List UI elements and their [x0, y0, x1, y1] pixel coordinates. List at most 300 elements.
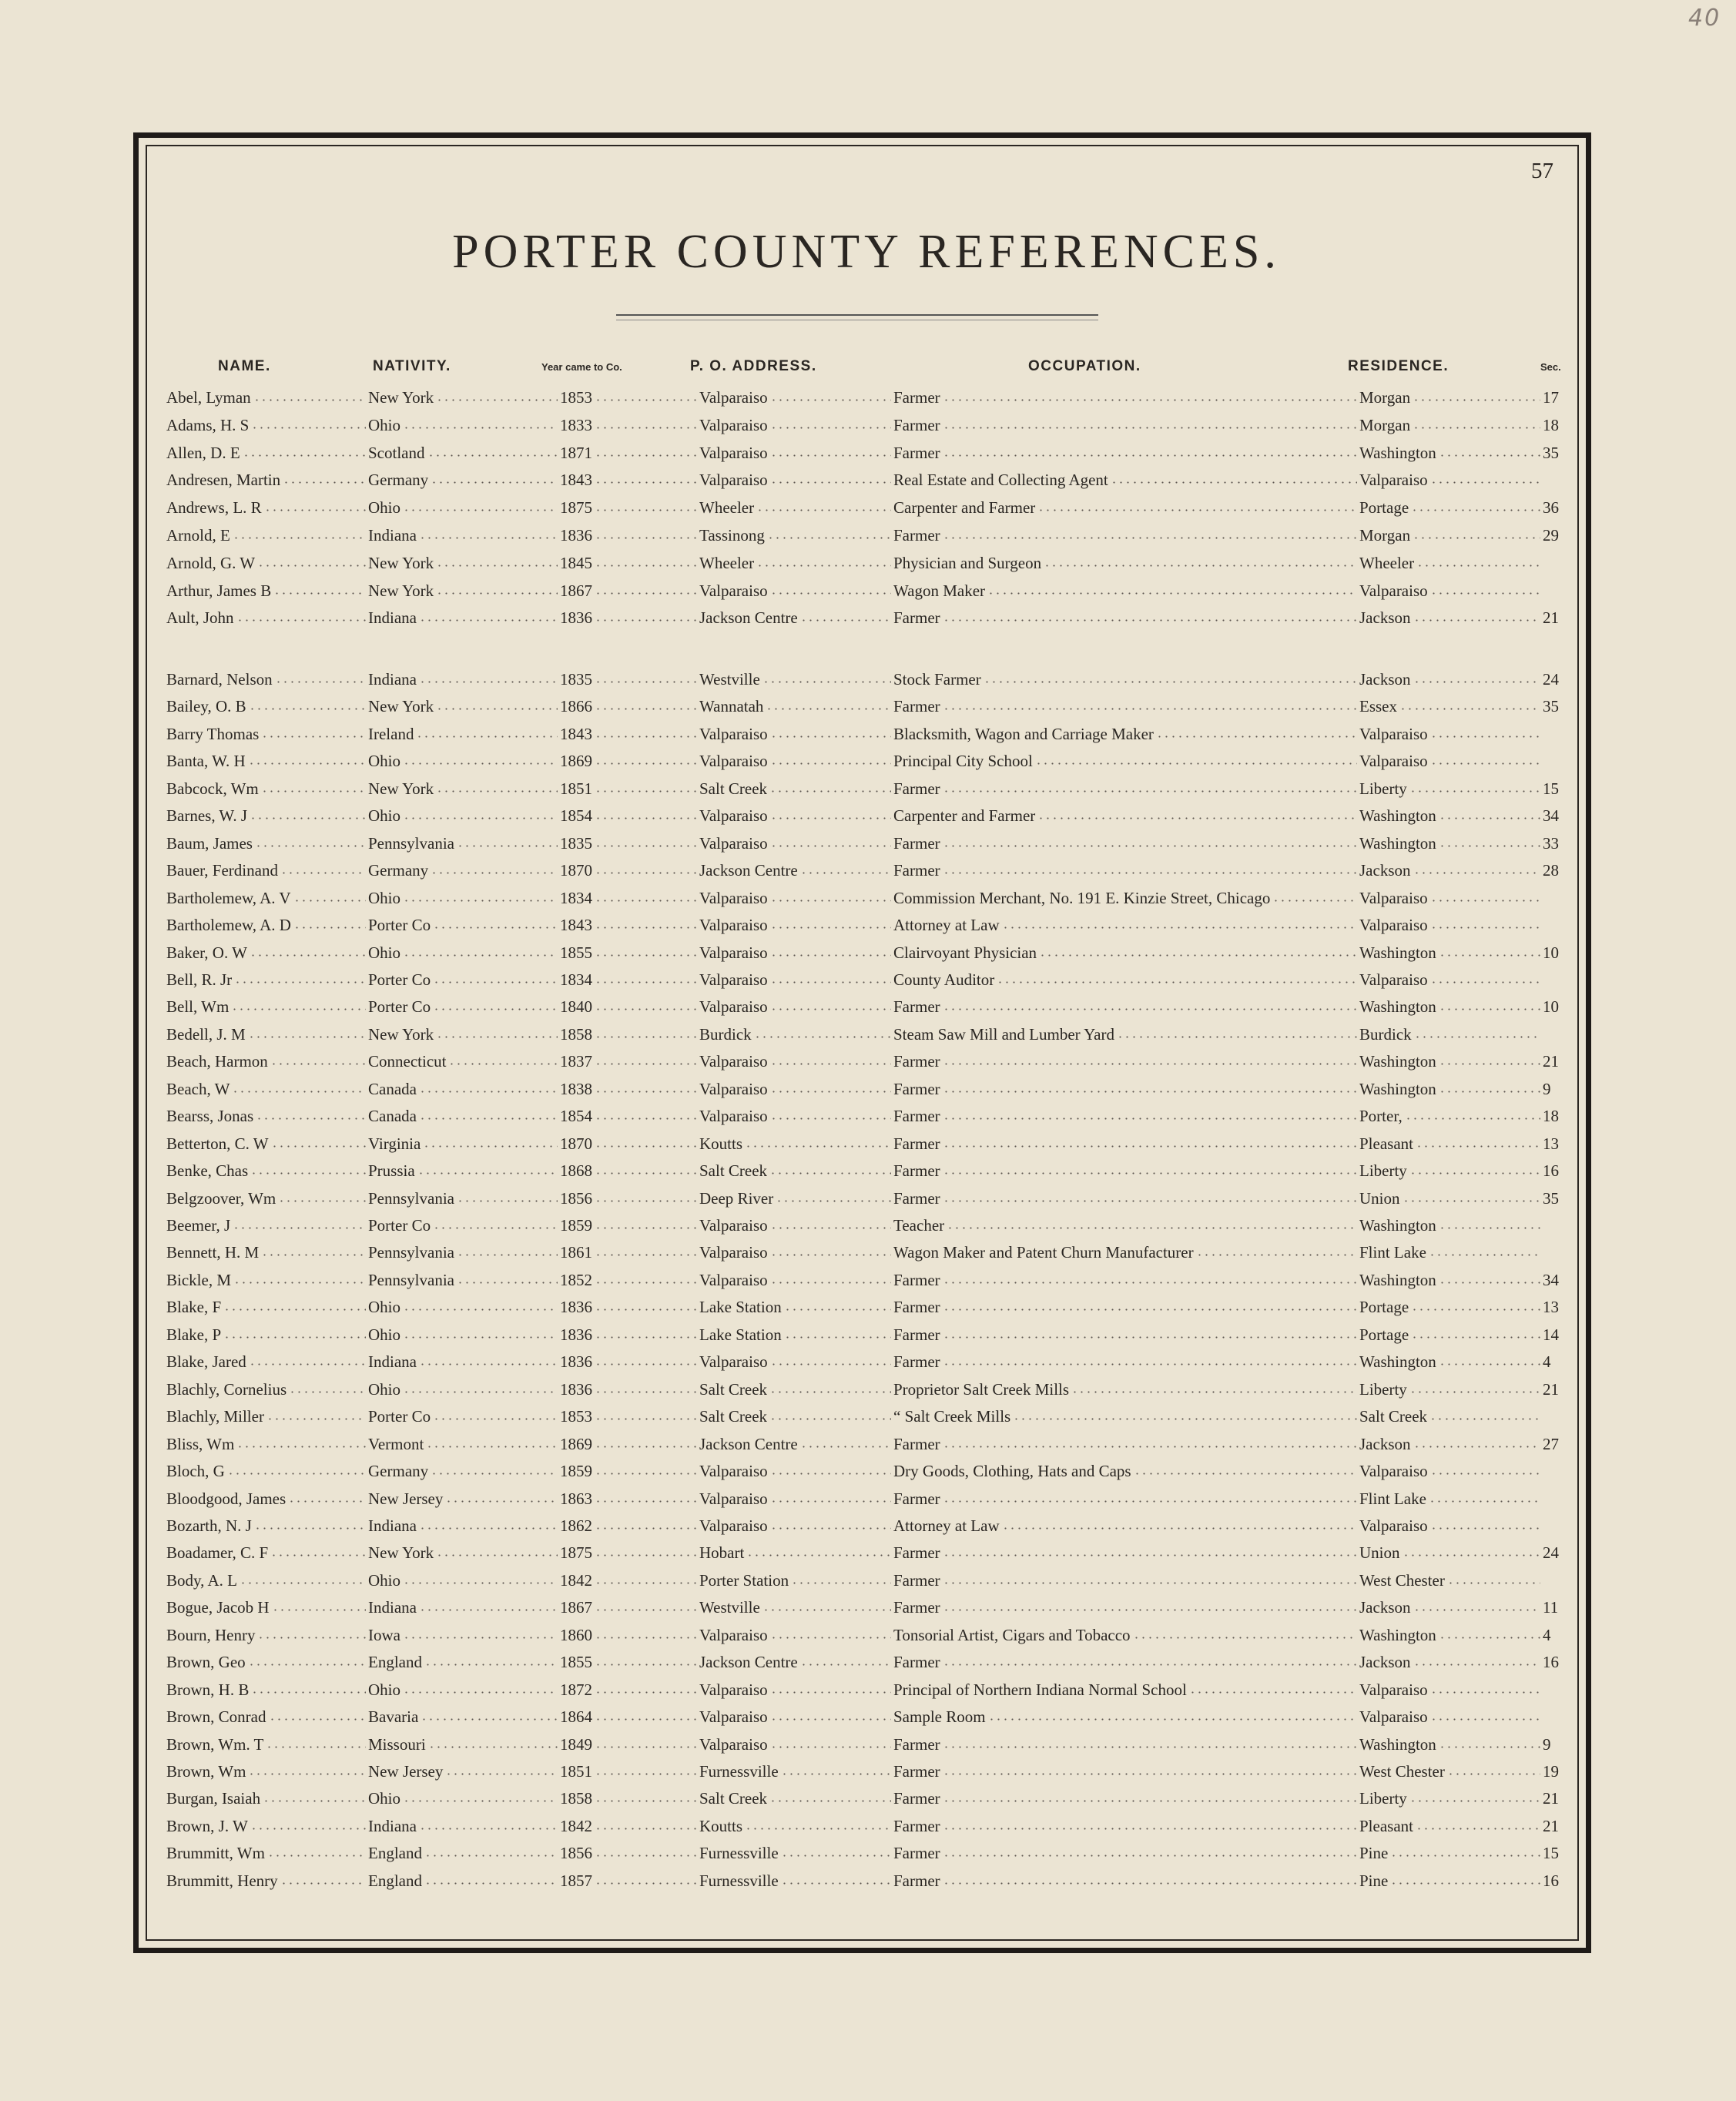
leader-dots: [770, 1063, 891, 1065]
year-cell: 1860: [560, 1625, 592, 1644]
year-cell: 1868: [560, 1161, 592, 1181]
po-address-cell: Salt Creek: [699, 1379, 768, 1399]
header-po-address: P. O. ADDRESS.: [690, 358, 817, 374]
occupation-cell: Farmer: [893, 1325, 940, 1344]
occupation-cell: Farmer: [893, 388, 940, 407]
leader-dots: [595, 1773, 697, 1775]
leader-dots: [457, 1254, 558, 1256]
leader-dots: [240, 1582, 366, 1584]
sec-cell: 10: [1543, 997, 1559, 1017]
ledger-row: [0, 1598, 1736, 1623]
leader-dots: [943, 1282, 1357, 1284]
leader-dots: [595, 1718, 697, 1721]
nativity-cell: New York: [368, 553, 434, 572]
leader-dots: [419, 1828, 558, 1830]
nativity-cell: Pennsylvania: [368, 1188, 454, 1208]
residence-cell: Morgan: [1359, 388, 1411, 407]
po-address-cell: Valparaiso: [699, 1243, 768, 1262]
occupation-cell: Clairvoyant Physician: [893, 943, 1037, 962]
po-address-cell: Wannatah: [699, 697, 764, 716]
name-cell: Banta, W. H: [166, 752, 246, 771]
po-address-cell: Valparaiso: [699, 1680, 768, 1699]
leader-dots: [770, 592, 891, 595]
leader-dots: [433, 927, 558, 929]
header-name: NAME.: [218, 358, 271, 374]
occupation-cell: Carpenter and Farmer: [893, 806, 1036, 826]
leader-dots: [416, 736, 558, 738]
po-address-cell: Valparaiso: [699, 415, 768, 434]
leader-dots: [943, 619, 1357, 622]
leader-dots: [280, 1882, 366, 1885]
leader-dots: [595, 1118, 697, 1120]
leader-dots: [595, 681, 697, 683]
year-cell: 1836: [560, 1325, 592, 1344]
leader-dots: [943, 537, 1357, 539]
name-cell: Boadamer, C. F: [166, 1543, 269, 1563]
leader-dots: [984, 681, 1357, 683]
name-cell: Body, A. L: [166, 1570, 237, 1590]
ledger-row: [0, 670, 1736, 695]
sec-cell: 35: [1543, 1188, 1559, 1208]
sec-cell: 11: [1543, 1598, 1559, 1617]
ledger-row: [0, 752, 1736, 776]
ledger-row: [0, 1489, 1736, 1514]
leader-dots: [770, 454, 891, 457]
leader-dots: [762, 681, 891, 683]
leader-dots: [236, 1446, 366, 1448]
leader-dots: [770, 1282, 891, 1284]
leader-dots: [800, 1446, 891, 1448]
residence-cell: Flint Lake: [1359, 1243, 1426, 1262]
residence-cell: Pleasant: [1359, 1816, 1413, 1835]
ledger-row: [0, 1134, 1736, 1159]
leader-dots: [770, 1254, 891, 1256]
leader-dots: [943, 1554, 1357, 1556]
year-cell: 1836: [560, 1379, 592, 1399]
nativity-cell: Ohio: [368, 1325, 400, 1344]
leader-dots: [1429, 1500, 1540, 1503]
year-cell: 1863: [560, 1489, 592, 1508]
nativity-cell: New York: [368, 1543, 434, 1563]
leader-dots: [770, 1746, 891, 1748]
occupation-cell: Blacksmith, Wagon and Carriage Maker: [893, 724, 1154, 743]
ledger-row: [0, 581, 1736, 606]
leader-dots: [1447, 1773, 1540, 1775]
leader-dots: [293, 927, 366, 929]
year-cell: 1842: [560, 1570, 592, 1590]
leader-dots: [943, 1609, 1357, 1611]
nativity-cell: Porter Co: [368, 916, 431, 935]
leader-dots: [403, 509, 558, 511]
occupation-cell: Farmer: [893, 1052, 940, 1071]
leader-dots: [1013, 1418, 1357, 1420]
leader-dots: [1439, 817, 1540, 819]
sec-cell: 21: [1543, 1816, 1559, 1835]
occupation-cell: Farmer: [893, 1762, 940, 1781]
leader-dots: [1411, 1336, 1540, 1339]
leader-dots: [1439, 454, 1540, 457]
leader-dots: [595, 1200, 697, 1202]
nativity-cell: New York: [368, 697, 434, 716]
ledger-row: [0, 861, 1736, 886]
leader-dots: [436, 565, 558, 567]
leader-dots: [436, 592, 558, 595]
leader-dots: [745, 1145, 891, 1148]
leader-dots: [595, 1418, 697, 1420]
po-address-cell: Porter Station: [699, 1570, 789, 1590]
leader-dots: [266, 1418, 366, 1420]
leader-dots: [770, 736, 891, 738]
ledger-row: [0, 1298, 1736, 1322]
residence-cell: Jackson: [1359, 861, 1411, 880]
leader-dots: [1447, 1582, 1540, 1584]
sec-cell: 34: [1543, 1270, 1559, 1289]
name-cell: Beemer, J: [166, 1216, 231, 1235]
leader-dots: [419, 619, 558, 622]
year-cell: 1842: [560, 1816, 592, 1835]
leader-dots: [232, 1091, 366, 1093]
residence-cell: Morgan: [1359, 526, 1411, 545]
occupation-cell: Farmer: [893, 1489, 940, 1508]
ledger-row: [0, 1161, 1736, 1186]
leader-dots: [756, 565, 891, 567]
leader-dots: [236, 619, 366, 622]
leader-dots: [595, 1282, 697, 1284]
ledger-row: [0, 834, 1736, 859]
leader-dots: [770, 845, 891, 847]
leader-dots: [419, 681, 558, 683]
occupation-cell: Farmer: [893, 415, 940, 434]
ledger-row: [0, 554, 1736, 578]
po-address-cell: Valparaiso: [699, 1352, 768, 1372]
name-cell: Bliss, Wm: [166, 1434, 235, 1453]
leader-dots: [770, 1091, 891, 1093]
leader-dots: [1413, 537, 1540, 539]
occupation-cell: Proprietor Salt Creek Mills: [893, 1379, 1070, 1399]
year-cell: 1837: [560, 1052, 592, 1071]
year-cell: 1875: [560, 1543, 592, 1563]
leader-dots: [419, 1363, 558, 1365]
residence-cell: Jackson: [1359, 608, 1411, 628]
year-cell: 1858: [560, 1789, 592, 1808]
leader-dots: [595, 1554, 697, 1556]
leader-dots: [1189, 1691, 1357, 1694]
header-sec: Sec.: [1540, 361, 1561, 373]
leader-dots: [800, 872, 891, 874]
leader-dots: [250, 1172, 366, 1174]
nativity-cell: Indiana: [368, 1598, 417, 1617]
leader-dots: [234, 981, 366, 983]
name-cell: Brummitt, Henry: [166, 1871, 278, 1890]
leader-dots: [595, 1363, 697, 1365]
leader-dots: [266, 1746, 366, 1748]
leader-dots: [403, 900, 558, 902]
residence-cell: Burdick: [1359, 1024, 1412, 1044]
nativity-cell: England: [368, 1653, 422, 1672]
name-cell: Bedell, J. M: [166, 1024, 246, 1044]
occupation-cell: Sample Room: [893, 1707, 986, 1727]
residence-cell: Flint Lake: [1359, 1489, 1426, 1508]
year-cell: 1857: [560, 1871, 592, 1890]
ledger-row: [0, 1844, 1736, 1868]
residence-cell: Washington: [1359, 806, 1436, 826]
leader-dots: [445, 1500, 558, 1503]
name-cell: Bloodgood, James: [166, 1489, 287, 1508]
leader-dots: [256, 1118, 366, 1120]
leader-dots: [769, 1418, 891, 1420]
residence-cell: Jackson: [1359, 1653, 1411, 1672]
leader-dots: [595, 1527, 697, 1530]
occupation-cell: Physician and Surgeon: [893, 553, 1042, 572]
title-rule: [616, 314, 1098, 320]
leader-dots: [595, 1582, 697, 1584]
leader-dots: [1429, 1254, 1540, 1256]
leader-dots: [769, 790, 891, 792]
ledger-row: [0, 997, 1736, 1022]
po-address-cell: Wheeler: [699, 498, 755, 518]
ledger-row: [0, 1407, 1736, 1432]
occupation-cell: Farmer: [893, 1107, 940, 1126]
sec-cell: 4: [1543, 1625, 1551, 1644]
occupation-cell: Real Estate and Collecting Agent: [893, 471, 1108, 490]
leader-dots: [1439, 845, 1540, 847]
po-address-cell: Deep River: [699, 1188, 774, 1208]
sec-cell: 13: [1543, 1134, 1559, 1153]
leader-dots: [250, 954, 366, 957]
leader-dots: [770, 1363, 891, 1365]
leader-dots: [595, 1500, 697, 1503]
leader-dots: [595, 1609, 697, 1611]
year-cell: 1840: [560, 997, 592, 1017]
residence-cell: Pine: [1359, 1871, 1389, 1890]
nativity-cell: Ohio: [368, 1789, 400, 1808]
page-number: 57: [1531, 159, 1553, 183]
name-cell: Abel, Lyman: [166, 388, 251, 407]
occupation-cell: Farmer: [893, 997, 940, 1017]
po-address-cell: Tassinong: [699, 526, 765, 545]
ledger-row: [0, 1352, 1736, 1377]
leader-dots: [233, 1282, 366, 1284]
year-cell: 1855: [560, 1653, 592, 1672]
occupation-cell: Farmer: [893, 1653, 940, 1672]
name-cell: Andrews, L. R: [166, 498, 262, 518]
leader-dots: [1416, 1828, 1540, 1830]
ledger-row: [0, 806, 1736, 831]
nativity-cell: Porter Co: [368, 1216, 431, 1235]
year-cell: 1855: [560, 943, 592, 962]
po-address-cell: Valparaiso: [699, 724, 768, 743]
sec-cell: 18: [1543, 415, 1559, 434]
leader-dots: [943, 454, 1357, 457]
po-address-cell: Wheeler: [699, 553, 755, 572]
sec-cell: 34: [1543, 806, 1559, 826]
sec-cell: 24: [1543, 1543, 1559, 1563]
ledger-row: [0, 725, 1736, 749]
leader-dots: [403, 1637, 558, 1639]
leader-dots: [1429, 1418, 1540, 1420]
residence-cell: Valparaiso: [1359, 1516, 1428, 1535]
po-address-cell: Valparaiso: [699, 970, 768, 989]
occupation-cell: Farmer: [893, 1434, 940, 1453]
leader-dots: [595, 1882, 697, 1885]
year-cell: 1836: [560, 1352, 592, 1372]
nativity-cell: Porter Co: [368, 1407, 431, 1426]
name-cell: Beach, W: [166, 1079, 230, 1098]
leader-dots: [1411, 509, 1540, 511]
name-cell: Ault, John: [166, 608, 234, 628]
residence-cell: Washington: [1359, 1079, 1436, 1098]
occupation-cell: Farmer: [893, 1598, 940, 1617]
name-cell: Brown, Wm. T: [166, 1734, 264, 1754]
nativity-cell: Indiana: [368, 1352, 417, 1372]
leader-dots: [1439, 1063, 1540, 1065]
sec-cell: 15: [1543, 779, 1559, 798]
occupation-cell: Farmer: [893, 1079, 940, 1098]
name-cell: Brummitt, Wm: [166, 1844, 265, 1863]
name-cell: Arnold, G. W: [166, 553, 256, 572]
leader-dots: [770, 1473, 891, 1475]
po-address-cell: Valparaiso: [699, 1516, 768, 1535]
ledger-row: [0, 1653, 1736, 1677]
name-cell: Bogue, Jacob H: [166, 1598, 270, 1617]
ledger-row: [0, 1189, 1736, 1214]
leader-dots: [257, 565, 366, 567]
nativity-cell: Ohio: [368, 1680, 400, 1699]
occupation-cell: Tonsorial Artist, Cigars and Tobacco: [893, 1625, 1131, 1644]
leader-dots: [248, 762, 366, 765]
po-address-cell: Salt Creek: [699, 1407, 768, 1426]
nativity-cell: Indiana: [368, 526, 417, 545]
nativity-cell: New Jersey: [368, 1489, 444, 1508]
nativity-cell: Pennsylvania: [368, 1270, 454, 1289]
leader-dots: [943, 1336, 1357, 1339]
leader-dots: [270, 1554, 366, 1556]
occupation-cell: Farmer: [893, 1570, 940, 1590]
leader-dots: [1439, 1282, 1540, 1284]
leader-dots: [1413, 427, 1540, 429]
leader-dots: [1413, 872, 1540, 874]
leader-dots: [419, 1091, 558, 1093]
leader-dots: [250, 817, 366, 819]
leader-dots: [457, 845, 558, 847]
nativity-cell: Indiana: [368, 608, 417, 628]
nativity-cell: Germany: [368, 861, 429, 880]
leader-dots: [403, 1336, 558, 1339]
leader-dots: [1430, 1718, 1540, 1721]
leader-dots: [595, 1828, 697, 1830]
nativity-cell: Vermont: [368, 1434, 424, 1453]
leader-dots: [403, 427, 558, 429]
leader-dots: [947, 1227, 1357, 1229]
leader-dots: [423, 1145, 558, 1148]
year-cell: 1862: [560, 1516, 592, 1535]
leader-dots: [1430, 900, 1540, 902]
name-cell: Brown, H. B: [166, 1680, 250, 1699]
leader-dots: [997, 981, 1357, 983]
leader-dots: [595, 1309, 697, 1311]
residence-cell: Union: [1359, 1188, 1400, 1208]
nativity-cell: Indiana: [368, 1516, 417, 1535]
name-cell: Barnes, W. J: [166, 806, 247, 826]
po-address-cell: Furnessville: [699, 1844, 779, 1863]
residence-cell: Portage: [1359, 498, 1409, 518]
occupation-cell: Principal City School: [893, 752, 1033, 771]
leader-dots: [770, 1500, 891, 1503]
leader-dots: [249, 708, 366, 710]
occupation-cell: Farmer: [893, 833, 940, 853]
nativity-cell: Ohio: [368, 415, 400, 434]
sec-cell: 27: [1543, 1434, 1559, 1453]
residence-cell: Union: [1359, 1543, 1400, 1563]
leader-dots: [770, 817, 891, 819]
sec-cell: 10: [1543, 943, 1559, 962]
residence-cell: Portage: [1359, 1298, 1409, 1317]
sec-cell: 35: [1543, 443, 1559, 462]
sec-cell: 35: [1543, 697, 1559, 716]
year-cell: 1871: [560, 443, 592, 462]
nativity-cell: New York: [368, 388, 434, 407]
leader-dots: [943, 790, 1357, 792]
leader-dots: [403, 1391, 558, 1393]
name-cell: Blachly, Cornelius: [166, 1379, 287, 1399]
residence-cell: Washington: [1359, 833, 1436, 853]
leader-dots: [943, 1309, 1357, 1311]
ledger-row: [0, 1243, 1736, 1268]
po-address-cell: Valparaiso: [699, 1052, 768, 1071]
residence-cell: Morgan: [1359, 415, 1411, 434]
residence-cell: Jackson: [1359, 670, 1411, 689]
year-cell: 1851: [560, 779, 592, 798]
year-cell: 1843: [560, 471, 592, 490]
leader-dots: [1413, 399, 1540, 401]
leader-dots: [1439, 1746, 1540, 1748]
ledger-row: [0, 444, 1736, 468]
leader-dots: [436, 1036, 558, 1038]
leader-dots: [433, 1227, 558, 1229]
residence-cell: Washington: [1359, 1625, 1436, 1644]
name-cell: Brown, Wm: [166, 1762, 246, 1781]
leader-dots: [1405, 1118, 1540, 1120]
leader-dots: [595, 1145, 697, 1148]
leader-dots: [595, 399, 697, 401]
leader-dots: [595, 1172, 697, 1174]
leader-dots: [433, 1418, 558, 1420]
leader-dots: [457, 1200, 558, 1202]
leader-dots: [770, 481, 891, 484]
name-cell: Arthur, James B: [166, 581, 272, 600]
residence-cell: Valparaiso: [1359, 888, 1428, 907]
occupation-cell: Farmer: [893, 443, 940, 462]
year-cell: 1838: [560, 1079, 592, 1098]
ledger-row: [0, 1052, 1736, 1077]
occupation-cell: Farmer: [893, 526, 940, 545]
ledger-row: [0, 1107, 1736, 1131]
ledger-row: [0, 697, 1736, 722]
leader-dots: [427, 454, 558, 457]
occupation-cell: Principal of Northern Indiana Normal School: [893, 1680, 1187, 1699]
ledger-row: [0, 471, 1736, 495]
po-address-cell: Valparaiso: [699, 888, 768, 907]
nativity-cell: Canada: [368, 1107, 417, 1126]
leader-dots: [595, 900, 697, 902]
leader-dots: [595, 1336, 697, 1339]
nativity-cell: Prussia: [368, 1161, 415, 1181]
occupation-cell: Wagon Maker: [893, 581, 986, 600]
leader-dots: [1430, 481, 1540, 484]
nativity-cell: Ohio: [368, 888, 400, 907]
sec-cell: 18: [1543, 1107, 1559, 1126]
leader-dots: [1071, 1391, 1357, 1393]
